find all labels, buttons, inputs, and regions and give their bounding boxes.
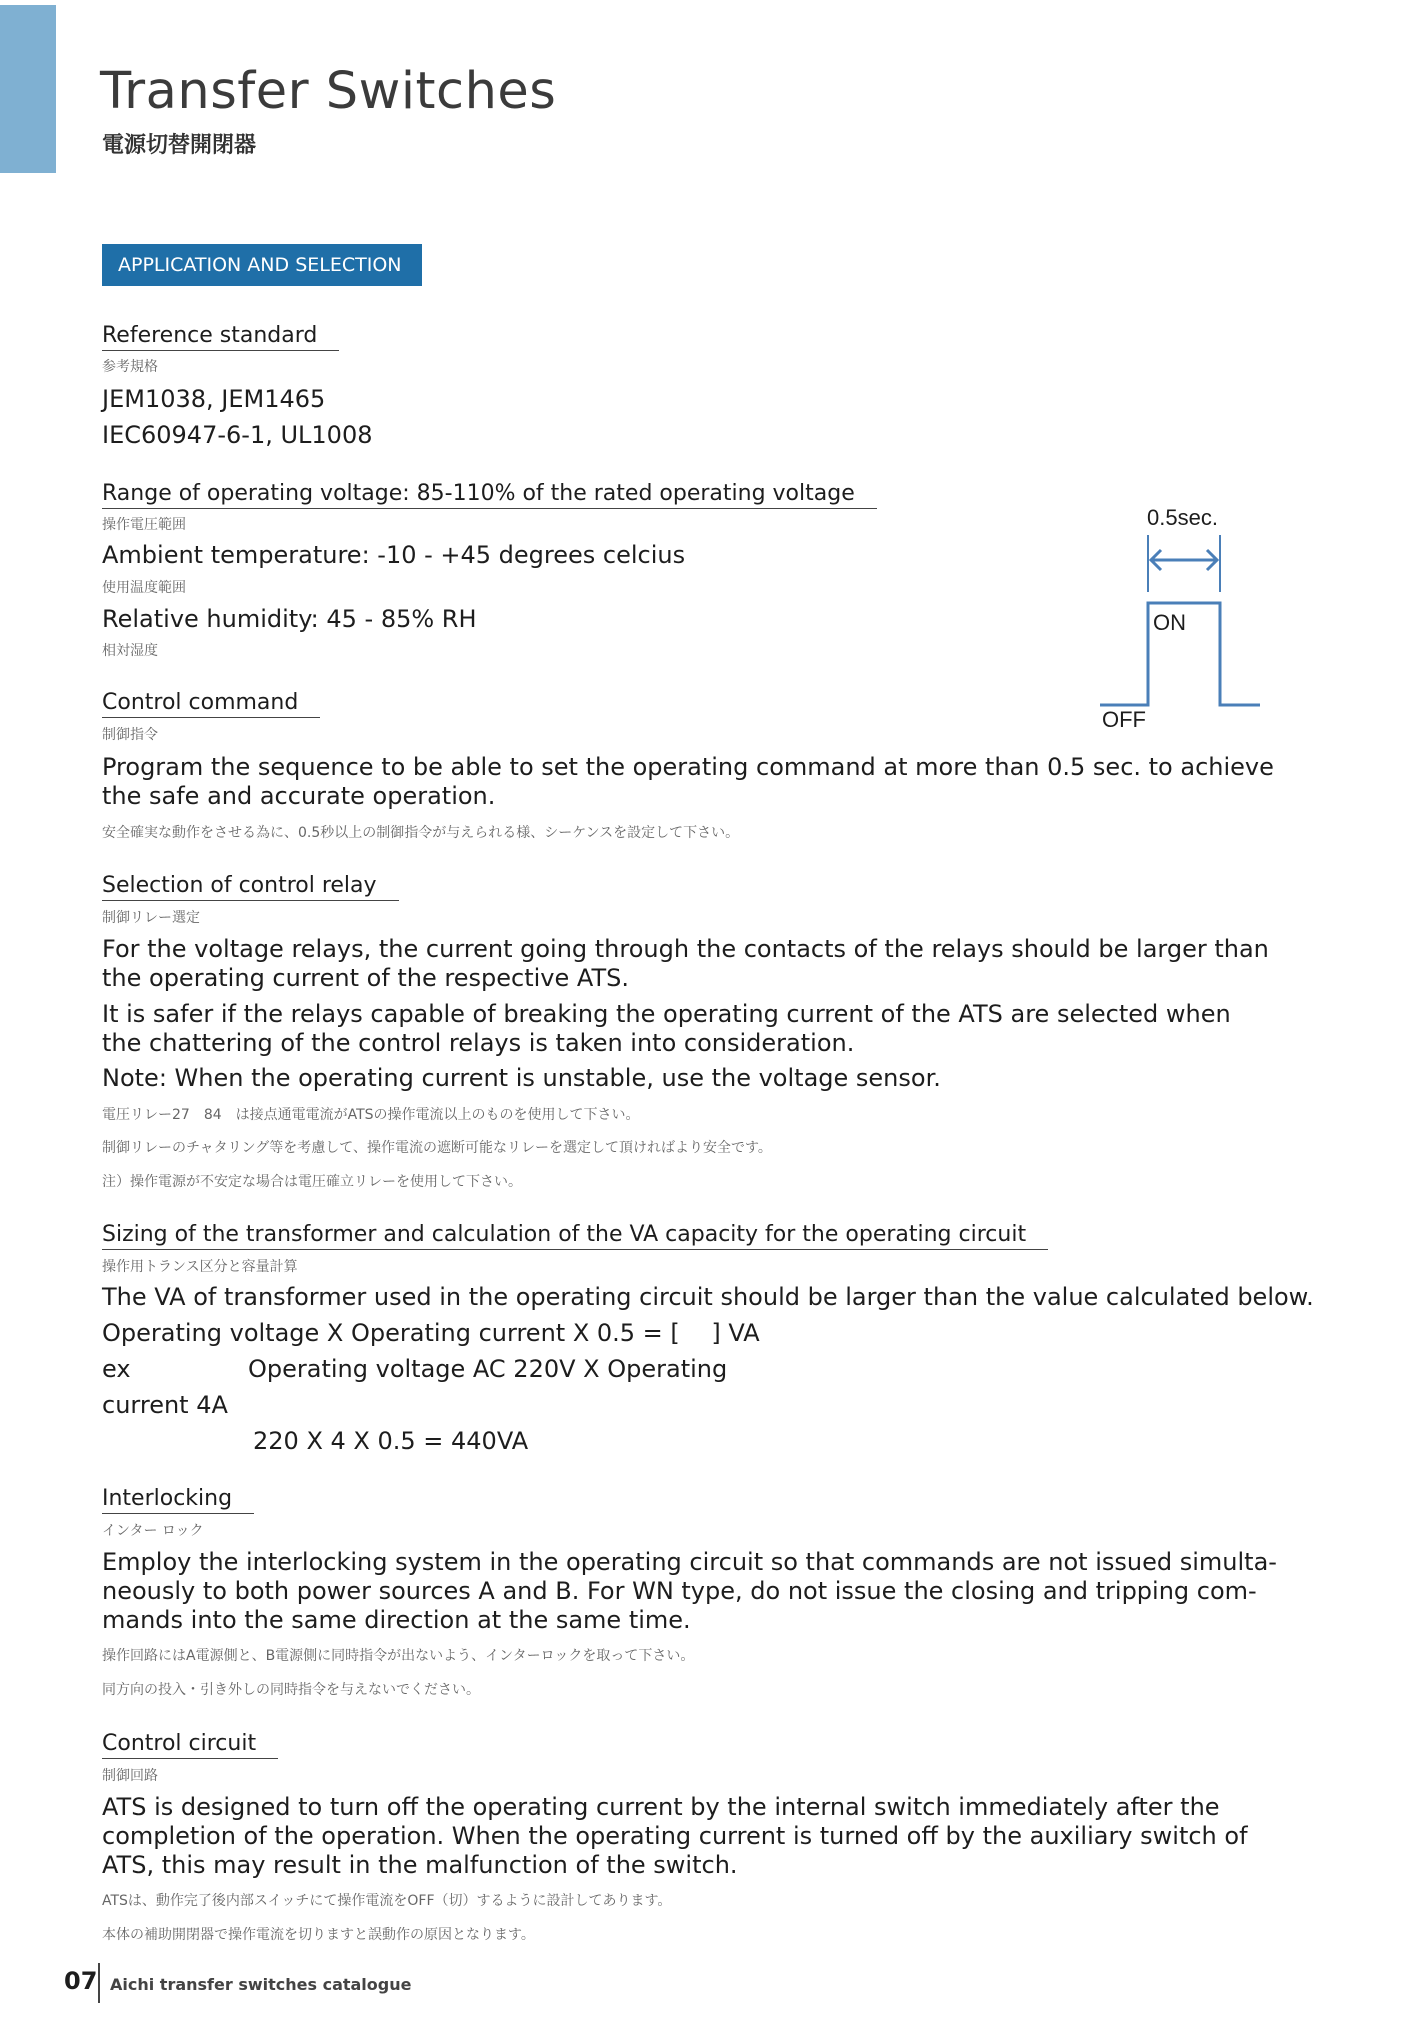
- control-command-heading: Control command: [102, 690, 320, 718]
- on-label: ON: [1153, 610, 1186, 635]
- control-command-line2: the safe and accurate operation.: [102, 782, 496, 810]
- relative-humidity-jp: 相対湿度: [102, 643, 158, 659]
- relative-humidity: Relative humidity: 45 - 85% RH: [102, 605, 477, 633]
- control-relay-note: Note: When the operating current is unstable, use the voltage sensor.: [102, 1064, 941, 1092]
- section-badge: APPLICATION AND SELECTION: [102, 244, 422, 286]
- control-circuit-jp-note1: ATSは、動作完了後内部スイッチにて操作電流をOFF（切）するように設計してあります。: [102, 1893, 672, 1909]
- interlocking-line1: Employ the interlocking system in the operating circuit so that commands are not issued simulta-: [102, 1548, 1277, 1576]
- control-circuit-line1: ATS is designed to turn off the operating current by the internal switch immediately after the: [102, 1793, 1220, 1821]
- sizing-ex-label: ex: [102, 1355, 131, 1383]
- page-subtitle-jp: 電源切替開閉器: [102, 133, 257, 158]
- ambient-temperature-jp: 使用温度範囲: [102, 580, 186, 596]
- interlocking-line2: neously to both power sources A and B. For WN type, do not issue the closing and tripping com-: [102, 1577, 1257, 1605]
- time-label: 0.5sec.: [1147, 505, 1218, 530]
- interlocking-line3: mands into the same direction at the same time.: [102, 1606, 691, 1634]
- control-command-jp-note: 安全確実な動作をさせる為に、0.5秒以上の制御指令が与えられる様、シーケンスを設定して下さい。: [102, 825, 740, 841]
- side-tab-marker: [0, 5, 56, 173]
- control-relay-jp-note1: 電圧リレー27 84 は接点通電電流がATSの操作電流以上のものを使用して下さい。: [102, 1107, 640, 1123]
- sizing-jp: 操作用トランス区分と容量計算: [102, 1259, 298, 1275]
- sizing-ex-text: Operating voltage AC 220V X Operating: [248, 1355, 728, 1383]
- sizing-heading: Sizing of the transformer and calculation of the VA capacity for the operating circuit: [102, 1222, 1048, 1250]
- control-relay-jp-note3: 注）操作電源が不安定な場合は電圧確立リレーを使用して下さい。: [102, 1174, 522, 1190]
- control-relay-jp-note2: 制御リレーのチャタリング等を考慮して、操作電流の遮断可能なリレーを選定して頂ければより安全です。: [102, 1140, 772, 1156]
- interlocking-jp-note2: 同方向の投入・引き外しの同時指令を与えないでください。: [102, 1682, 480, 1698]
- operating-voltage-jp: 操作電圧範囲: [102, 517, 186, 533]
- control-command-jp: 制御指令: [102, 727, 158, 743]
- control-relay-line1: For the voltage relays, the current going through the contacts of the relays should be larger than: [102, 935, 1269, 963]
- footer-catalogue-title: Aichi transfer switches catalogue: [110, 1975, 412, 1994]
- footer-divider: [98, 1963, 100, 2003]
- timing-diagram: [1085, 500, 1285, 740]
- control-command-line1: Program the sequence to be able to set the operating command at more than 0.5 sec. to achieve: [102, 753, 1274, 781]
- control-relay-jp: 制御リレー選定: [102, 910, 200, 926]
- interlocking-jp: インター ロック: [102, 1523, 204, 1539]
- interlocking-heading: Interlocking: [102, 1486, 254, 1514]
- interlocking-jp-note1: 操作回路にはA電源側と、B電源側に同時指令が出ないよう、インターロックを取って下さい。: [102, 1648, 695, 1664]
- control-circuit-heading: Control circuit: [102, 1731, 278, 1759]
- sizing-formula: Operating voltage X Operating current X 0.5 = [ ] VA: [102, 1319, 760, 1347]
- sizing-line1: The VA of transformer used in the operating circuit should be larger than the value calculated below.: [102, 1283, 1314, 1311]
- sizing-ex-continued: current 4A: [102, 1391, 228, 1419]
- off-label: OFF: [1102, 707, 1146, 732]
- control-relay-line3: It is safer if the relays capable of breaking the operating current of the ATS are selected when: [102, 1000, 1231, 1028]
- sizing-ex-result: 220 X 4 X 0.5 = 440VA: [253, 1427, 529, 1455]
- reference-standard-heading: Reference standard: [102, 323, 339, 351]
- control-circuit-jp-note2: 本体の補助開閉器で操作電流を切りますと誤動作の原因となります。: [102, 1927, 535, 1943]
- page-title: Transfer Switches: [100, 62, 557, 121]
- control-relay-heading: Selection of control relay: [102, 873, 399, 901]
- page-number: 07: [64, 1967, 98, 1995]
- ambient-temperature: Ambient temperature: -10 - +45 degrees celcius: [102, 541, 686, 569]
- control-circuit-line2: completion of the operation. When the operating current is turned off by the auxiliary switch of: [102, 1822, 1248, 1850]
- reference-standard-line1: JEM1038, JEM1465: [102, 385, 326, 413]
- control-relay-line4: the chattering of the control relays is taken into consideration.: [102, 1029, 855, 1057]
- operating-voltage-heading: Range of operating voltage: 85-110% of the rated operating voltage: [102, 481, 877, 509]
- control-circuit-line3: ATS, this may result in the malfunction of the switch.: [102, 1851, 738, 1879]
- reference-standard-jp: 参考規格: [102, 359, 158, 375]
- control-circuit-jp: 制御回路: [102, 1768, 158, 1784]
- control-relay-line2: the operating current of the respective ATS.: [102, 964, 629, 992]
- reference-standard-line2: IEC60947-6-1, UL1008: [102, 421, 373, 449]
